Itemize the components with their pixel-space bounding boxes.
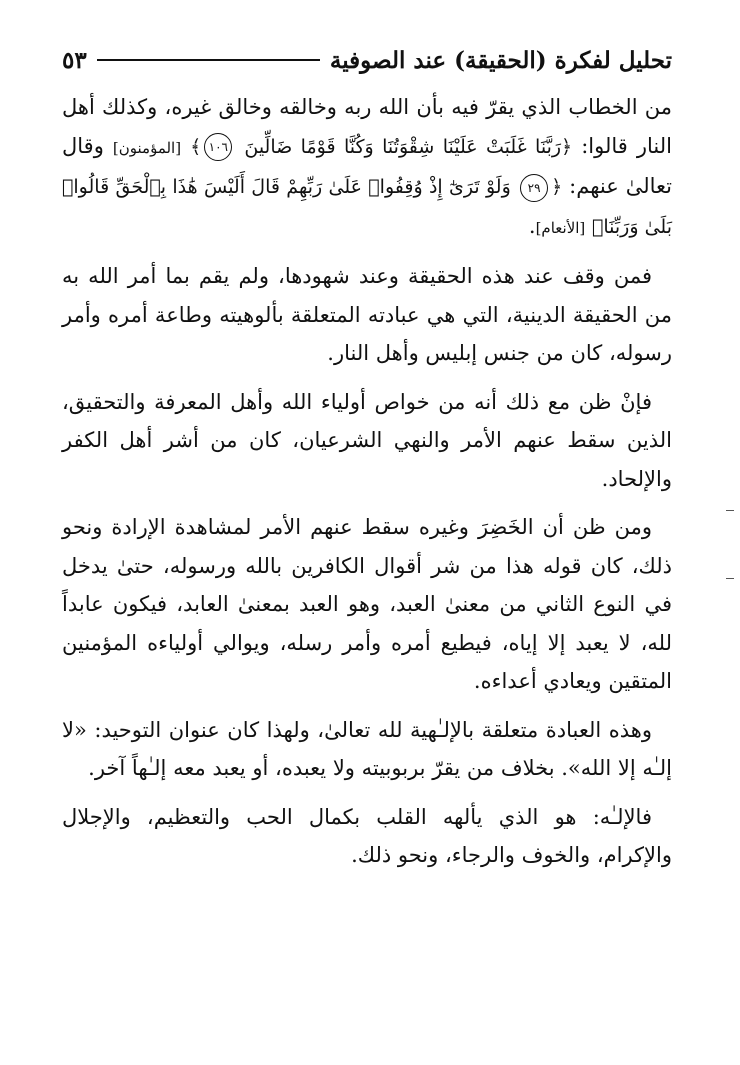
edge-mark-1 [726, 510, 734, 511]
paragraph-5: وهذه العبادة متعلقة بالإلـٰهية لله تعالىٰ، ولهذا كان عنوان التوحيد: «لا إلـٰه إلا الله». بخلاف من يقرّ بربوبيته ولا يعبده، أو يعبد معه إلـٰهاً آخر. [62, 717, 672, 780]
surah-ref-a: [المؤمنون] [112, 138, 182, 157]
paragraph-1-text-b: وقال تعالىٰ عنهم: [62, 133, 672, 198]
paragraph-1 [62, 88, 672, 247]
paragraph-3: فإنْ ظن مع ذلك أنه من خواص أولياء الله وأهل المعرفة والتحقيق، الذين سقط عنهم الأمر والنهي الشرعيان، كان من أشر أهل الكفر والإلحاد. [62, 389, 672, 491]
quran-verse-a: ﴿رَبَّنَا غَلَبَتْ عَلَيْنَا شِقْوَتُنَا وَكُنَّا قَوْمًا ضَالِّينَ [244, 135, 573, 158]
header-title: تحليل لفكرة (الحقيقة) عند الصوفية [329, 46, 672, 74]
verse-number-b: ٢٩ [520, 174, 548, 202]
book-page [62, 40, 672, 1040]
surah-ref-b: [الأنعام] [535, 218, 586, 237]
paragraph-4: ومن ظن أن الخَضِرَ وغيره سقط عنهم الأمر لمشاهدة الإرادة ونحو ذلك، كان قوله هذا من شر أقوال الكافرين بالله ورسوله، حتىٰ يدخل في النوع الثاني من معنىٰ العبد، وهو العبد بمعنىٰ العابد، فيكون عابداً لله، لا يعبد إلا إياه، فيطيع أمره وأمر رسله، ويوالي أولياءه المؤمنين المتقين ويعادي أعداءه. [62, 515, 672, 693]
running-header [62, 40, 672, 80]
page-number: ٥٣ [62, 46, 87, 74]
paragraph-6: فالإلـٰه: هو الذي يألهه القلب بكمال الحب والتعظيم، والإجلال والإكرام، والخوف والرجاء، ونحو ذلك. [62, 804, 672, 867]
quran-open-b: ﴿ [551, 176, 563, 198]
edge-mark-2 [726, 578, 734, 579]
paragraph-2: فمن وقف عند هذه الحقيقة وعند شهودها، ولم يقم بما أمر الله به من الحقيقة الدينية، التي هي عبادته المتعلقة بألوهيته وطاعة أمره وأمر رسوله، كان من جنس إبليس وأهل النار. [62, 264, 672, 365]
quran-close-a: ﴾ [190, 135, 202, 158]
paragraph-1-end: . [528, 213, 536, 238]
header-rule [97, 59, 320, 61]
quran-verse-b: وَلَوْ تَرَىٰٓ إِذْ وُقِفُوا۟ عَلَىٰ رَبِّهِمْ قَالَ أَلَيْسَ هَٰذَا بِٱلْحَقِّ قَالُوا۟ بَلَىٰ وَرَبِّنَا﴾ [62, 176, 672, 238]
paragraph-1-text-a: من الخطاب الذي يقرّ فيه بأن الله ربه وخالقه وخالق غيره، وكذلك أهل النار قالوا: [62, 95, 672, 158]
verse-number-a: ١٠٦ [204, 133, 232, 161]
